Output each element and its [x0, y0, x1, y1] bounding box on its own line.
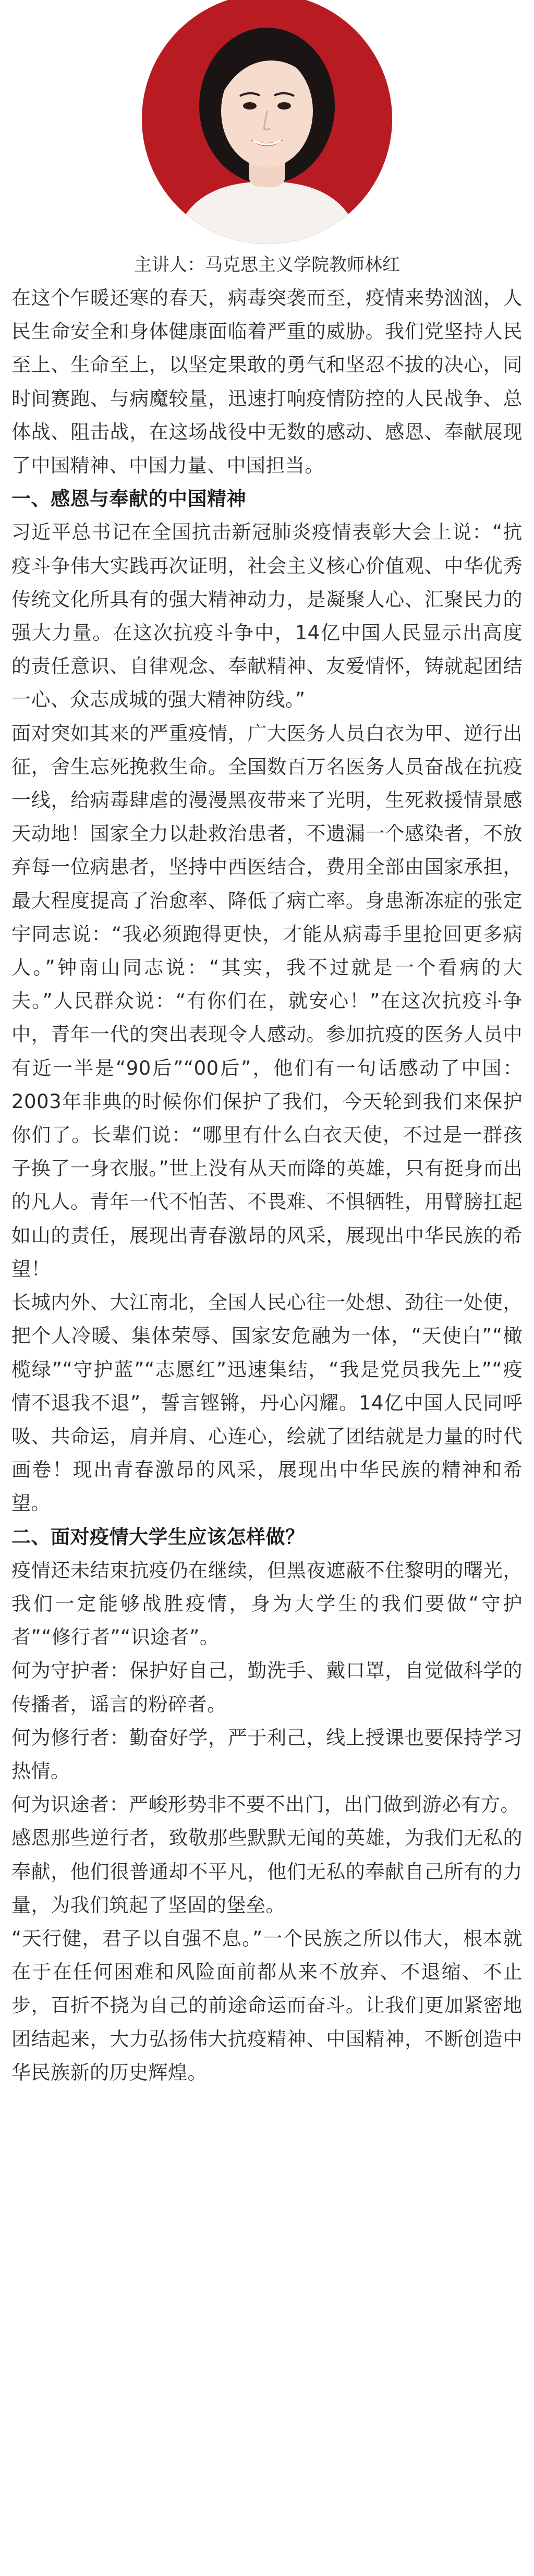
section-2-paragraph-2: 何为守护者：保护好自己，勤洗手、戴口罩，自觉做科学的传播者，谣言的粉碎者。: [11, 1659, 523, 1716]
section-1: [11, 482, 523, 1520]
section-1-paragraph-3: 长城内外、大江南北，全国人民心往一处想、劲往一处使，把个人冷暖、集体荣辱、国家安危融为一体，“天使白”“橄榄绿”“守护蓝”“志愿红”迅速集结，“我是党员我先上”“疫情不退我不退”，誓言铿锵，丹心闪耀。14亿中国人民同呼吸、共命运，肩并肩、心连心，绘就了团结就是力量的时代画卷！现出青春激昂的风采，展现出中华民族的精神和希望。: [11, 1291, 523, 1515]
section-2: [11, 1521, 523, 2089]
section-1-paragraph-2: 面对突如其来的严重疫情，广大医务人员白衣为甲、逆行出征，舍生忘死挽救生命。全国数百万名医务人员奋战在抗疫一线，给病毒肆虐的漫漫黑夜带来了光明，生死救援情景感天动地！国家全力以赴救治患者，不遗漏一个感染者，不放弃每一位病患者，坚持中西医结合，费用全部由国家承担，最大程度提高了治愈率、降低了病亡率。身患渐冻症的张定宇同志说：“我必须跑得更快，才能从病毒手里抢回更多病人。”钟南山同志说：“其实，我不过就是一个看病的大夫。”人民群众说：“有你们在，就安心！”在这次抗疫斗争中，青年一代的突出表现令人感动。参加抗疫的医务人员中有近一半是“90后”“00后”，他们有一句话感动了中国：2003年非典的时候你们保护了我们，今天轮到我们来保护你们了。长辈们说：“哪里有什么白衣天使，不过是一群孩子换了一身衣服。”世上没有从天而降的英雄，只有挺身而出的凡人。青年一代不怕苦、不畏难、不惧牺牲，用臂膀扛起如山的责任，展现出青春激昂的风采，展现出中华民族的希望！: [11, 722, 523, 1280]
speaker-portrait: [142, 0, 392, 244]
section-1-paragraph-1: 习近平总书记在全国抗击新冠肺炎疫情表彰大会上说：“抗疫斗争伟大实践再次证明，社会主义核心价值观、中华优秀传统文化所具有的强大精神动力，是凝聚人心、汇聚民力的强大力量。在这次抗疫斗争中，14亿中国人民显示出高度的责任意识、自律观念、奉献精神、友爱情怀，铸就起团结一心、众志成城的强大精神防线。”: [11, 521, 523, 711]
portrait-container: [11, 0, 523, 244]
section-1-heading: 一、感恩与奉献的中国精神: [11, 488, 246, 511]
section-2-paragraph-3: 何为修行者：勤奋好学，严于利己，线上授课也要保持学习热情。: [11, 1726, 523, 1782]
section-2-paragraph-6: “天行健，君子以自强不息。”一个民族之所以伟大，根本就在于在任何困难和风险面前都从来不放弃、不退缩、不止步，百折不挠为自己的前途命运而奋斗。让我们更加紧密地团结起来，大力弘扬伟大抗疫精神、中国精神，不断创造中华民族新的历史辉煌。: [11, 1927, 523, 2084]
section-2-paragraph-4: 何为识途者：严峻形势非不要不出门，出门做到游必有方。: [11, 1793, 520, 1816]
speaker-caption: 主讲人：马克思主义学院教师林红: [134, 254, 400, 275]
speaker-portrait-illustration: [142, 0, 392, 244]
section-2-paragraph-5: 感恩那些逆行者，致敬那些默默无闻的英雄，为我们无私的奉献，他们很普通却不平凡，他们无私的奉献自己所有的力量，为我们筑起了坚固的堡垒。: [11, 1827, 523, 1916]
section-2-heading: 二、面对疫情大学生应该怎样做？: [11, 1525, 305, 1548]
section-2-paragraph-1: 疫情还未结束抗疫仍在继续，但黑夜遮蔽不住黎明的曙光，我们一定能够战胜疫情，身为大学生的我们要做“守护者”“修行者”“识途者”。: [11, 1559, 523, 1649]
intro-paragraph: 在这个乍暖还寒的春天，病毒突袭而至，疫情来势汹汹，人民生命安全和身体健康面临着严重的威胁。我们党坚持人民至上、生命至上，以坚定果敢的勇气和坚忍不拔的决心，同时间赛跑、与病魔较量，迅速打响疫情防控的人民战争、总体战、阻击战，在这场战役中无数的感动、感恩、奉献展现了中国精神、中国力量、中国担当。: [11, 287, 523, 477]
